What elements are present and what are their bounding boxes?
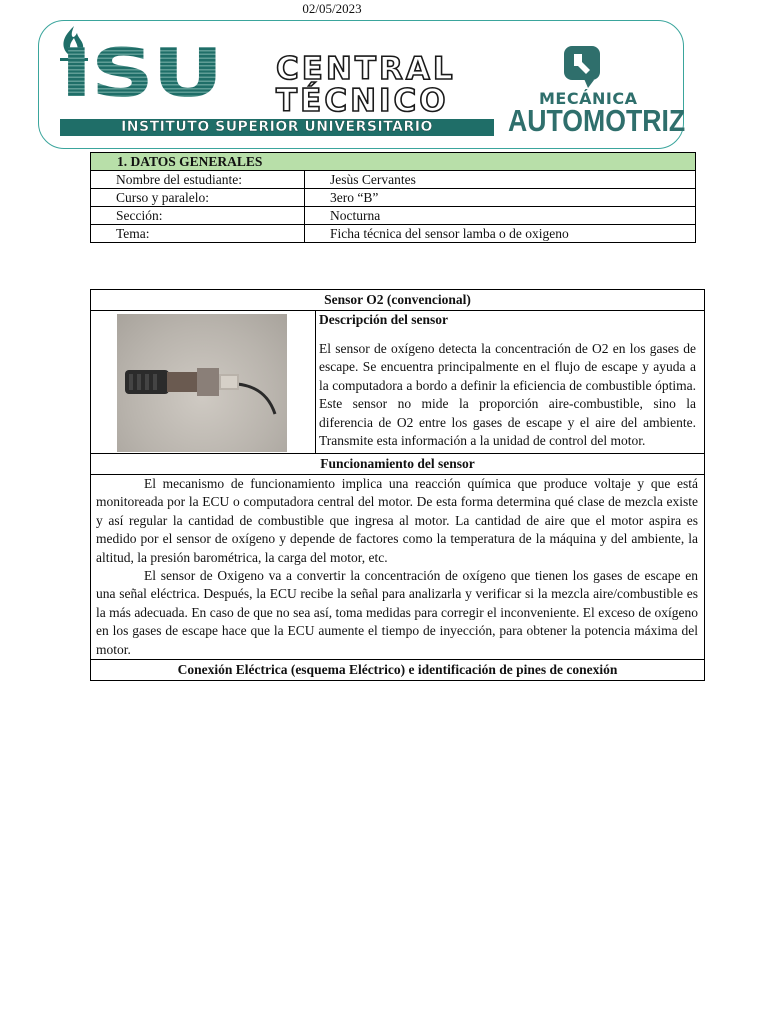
document-date: 02/05/2023 — [302, 1, 362, 16]
row-value: Nocturna — [305, 207, 696, 225]
funcionamiento-title: Funcionamiento del sensor — [91, 454, 705, 475]
datos-heading: 1. DATOS GENERALES — [91, 153, 696, 171]
row-value: Ficha técnica del sensor lamba o de oxigeno — [305, 225, 696, 243]
wrench-logo-icon — [562, 44, 602, 90]
table-row — [91, 171, 696, 189]
oxygen-sensor-photo — [117, 314, 287, 452]
row-label: Nombre del estudiante: — [91, 171, 305, 189]
table-row — [91, 189, 696, 207]
row-value: Jesùs Cervantes — [305, 171, 696, 189]
isu-logo-text: ISU — [60, 33, 222, 113]
central-logo-text: CENTRAL — [276, 51, 456, 87]
description-title: Descripción del sensor — [319, 312, 448, 327]
funcionamiento-body — [91, 475, 705, 660]
sensor-image-cell — [91, 311, 316, 454]
instituto-banner: INSTITUTO SUPERIOR UNIVERSITARIO — [60, 119, 494, 136]
sensor-description-cell — [316, 311, 705, 454]
row-label: Curso y paralelo: — [91, 189, 305, 207]
table-row — [91, 207, 696, 225]
row-value: 3ero “B” — [305, 189, 696, 207]
sensor-table — [90, 289, 705, 681]
conexion-title: Conexión Eléctrica (esquema Eléctrico) e identificación de pines de conexión — [91, 660, 705, 681]
description-text: El sensor de oxígeno detecta la concentración de O2 en los gases de escape. Se encuentra principalmente en el flujo de escape y ayuda a la computadora a bordo a definir la eficiencia de combustible óptima. Este sensor no mide la proporción aire-combustible, sino la diferencia de O2 entre los gases de escape y el aire del ambiente. Transmite esta información a la unidad de control del motor. — [319, 340, 696, 448]
funcionamiento-paragraph-2: El sensor de Oxigeno va a convertir la concentración de oxígeno que tienen los gases de escape en una señal eléctrica. Después, la ECU recibe la señal para analizarla y verificar si la mezcla aire/combustible es la más adecuada. En caso de que no sea así, toma medidas para corregir el inconveniente. El exceso de oxígeno en los gases de escape hace que la ECU aumente el tiempo de inyección, para obtener la potencia máxima del motor. — [96, 568, 698, 657]
funcionamiento-paragraph-1: El mecanismo de funcionamiento implica una reacción química que produce voltaje y que está monitoreada por la ECU o computadora central del motor. De esta forma determina qué clase de mezcla existe y así regular la cantidad de combustible que ingresa al motor. La cantidad de aire que el motor aspira es medido por el sensor de oxígeno y depende de factores como la temperatura de la máquina y del ambiente, la altitud, la presión barométrica, la carga del motor, etc. — [96, 476, 698, 565]
table-row — [91, 225, 696, 243]
datos-generales-table — [90, 152, 696, 243]
mecanica-logo-text: MECÁNICA — [539, 89, 638, 108]
automotriz-logo-text: AUTOMOTRIZ — [508, 103, 686, 138]
sensor-title: Sensor O2 (convencional) — [91, 290, 705, 311]
row-label: Tema: — [91, 225, 305, 243]
row-label: Sección: — [91, 207, 305, 225]
tecnico-logo-text: TÉCNICO — [276, 83, 449, 119]
